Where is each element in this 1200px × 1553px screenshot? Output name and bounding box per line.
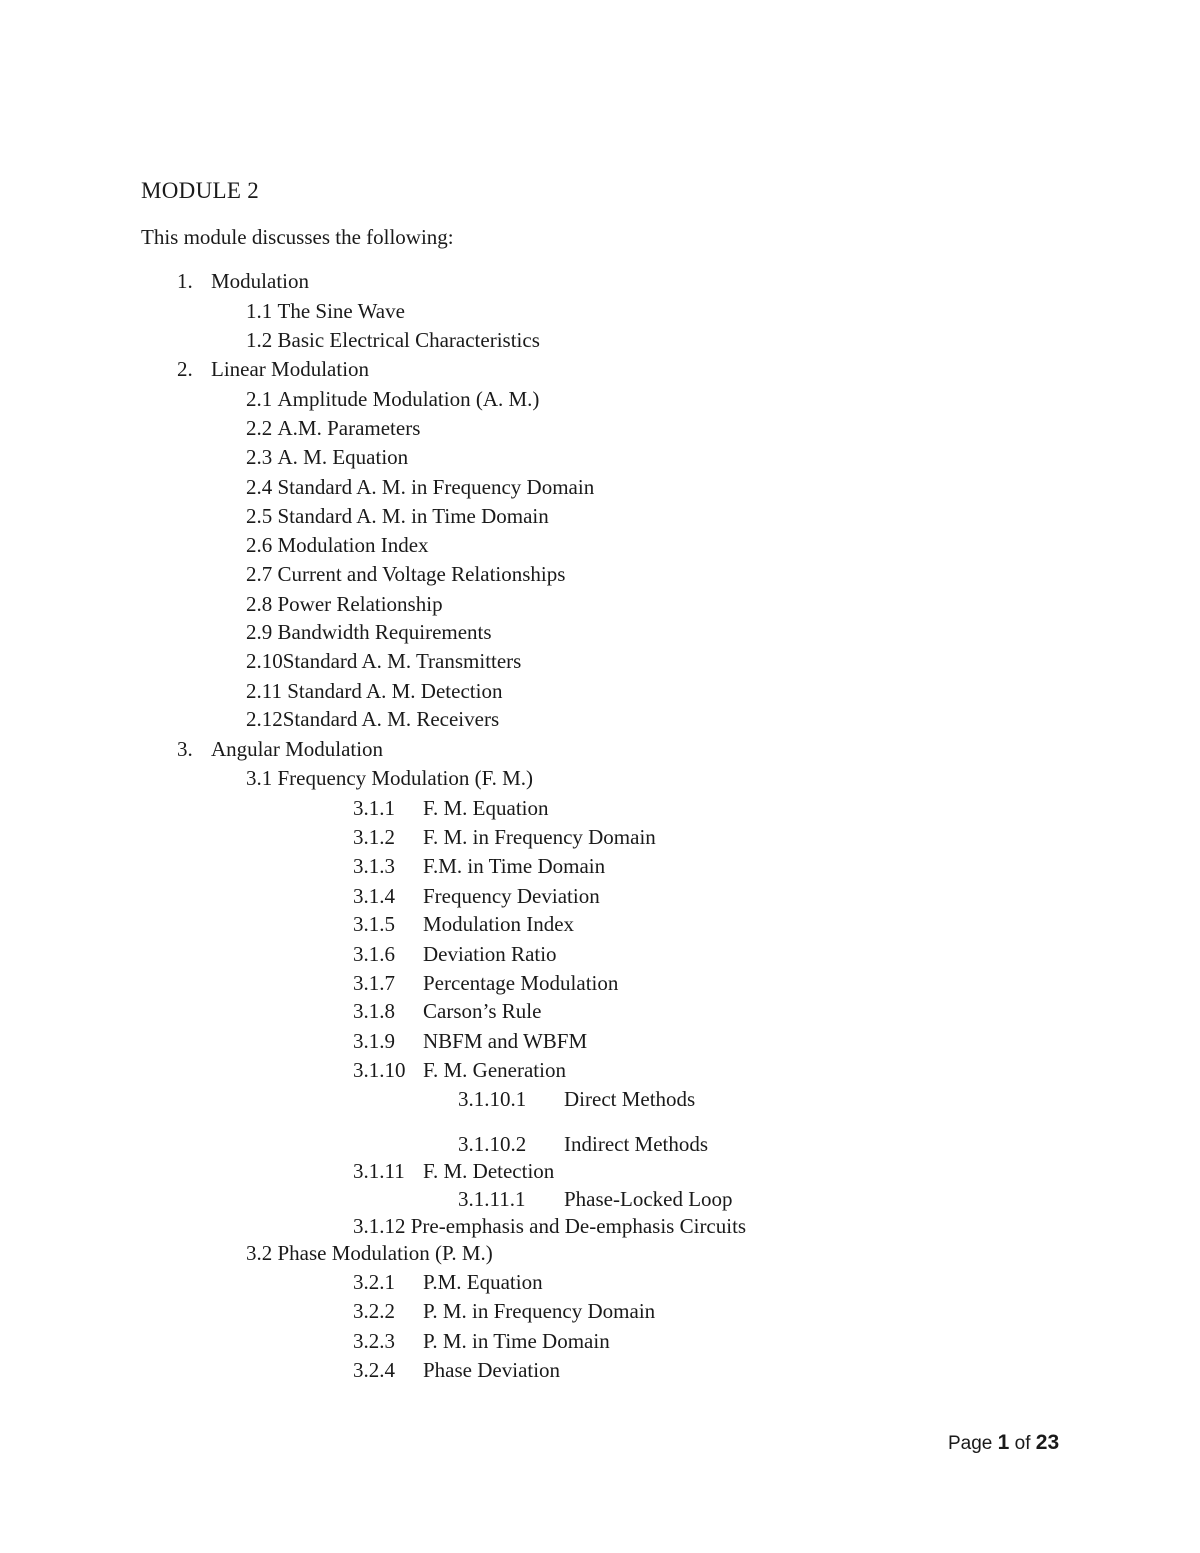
outline-number: 3.1.7 [353,971,395,995]
outline-label: Angular Modulation [211,737,384,761]
outline-item [246,764,533,792]
outline-label: P. M. in Frequency Domain [423,1299,656,1323]
outline-label: Amplitude Modulation (A. M.) [277,387,540,411]
outline-item [246,677,502,705]
outline-item [246,618,492,646]
outline-label: Linear Modulation [211,357,370,381]
page-number [948,1430,1059,1457]
outline-item [246,502,549,530]
outline-number: 1.1 [246,299,273,323]
outline-item [353,1268,543,1296]
outline-label: A.M. Parameters [277,416,421,440]
outline-label: Current and Voltage Relationships [277,562,566,586]
outline-item [353,852,605,880]
outline-item [246,560,565,588]
outline-label: Bandwidth Requirements [277,620,492,644]
outline-item [246,414,420,442]
outline-label: Direct Methods [564,1087,696,1111]
outline-number: 2.7 [246,562,273,586]
of-word: of [1014,1433,1031,1454]
outline-number: 2.3 [246,445,273,469]
outline-number: 3.2.3 [353,1329,395,1353]
outline-label: NBFM and WBFM [423,1029,588,1053]
outline-number: 3.1.5 [353,912,395,936]
outline-item [246,473,594,501]
outline-label: F. M. Equation [423,796,549,820]
outline-label: Modulation Index [423,912,575,936]
outline-number: 3.1.10 [353,1058,406,1082]
outline-number: 3. [177,737,193,761]
outline-number: 3.1.10.2 [458,1132,527,1156]
outline-number: 1. [177,269,193,293]
outline-number: 3.1.9 [353,1029,395,1053]
outline-number: 3.1.10.1 [458,1087,527,1111]
outline-number: 3.2.2 [353,1299,395,1323]
outline-number: 3.1.11.1 [458,1187,526,1211]
outline-number: 2.12 [246,707,283,731]
outline-number: 2.6 [246,533,273,557]
outline-label: Power Relationship [277,592,443,616]
outline-item [353,1056,566,1084]
outline-item [246,647,521,675]
outline-number: 3.1.8 [353,999,395,1023]
outline-item [246,385,539,413]
outline-label: The Sine Wave [277,299,405,323]
intro-text: This module discusses the following: [141,225,454,249]
outline-number: 2. [177,357,193,381]
outline-label: Basic Electrical Characteristics [277,328,540,352]
outline-label: Modulation Index [277,533,429,557]
outline-item [353,1327,610,1355]
outline-number: 3.1.2 [353,825,395,849]
outline-number: 2.11 [246,679,282,703]
outline-item [458,1185,733,1213]
outline-label: Carson’s Rule [423,999,542,1023]
outline-item [246,590,443,618]
outline-label: Frequency Deviation [423,884,600,908]
outline-number: 3.1.6 [353,942,395,966]
outline-label: F. M. in Frequency Domain [423,825,656,849]
outline-item [353,940,557,968]
outline-number: 3.1.11 [353,1159,405,1183]
outline-number: 2.10 [246,649,283,673]
outline-label: Standard A. M. Receivers [282,707,500,731]
outline-number: 2.1 [246,387,273,411]
page-title: MODULE 2 [141,178,260,203]
outline-item [458,1085,695,1113]
outline-number: 3.2.1 [353,1270,395,1294]
outline-item [177,267,309,295]
outline-number: 2.9 [246,620,273,644]
outline-label: Phase-Locked Loop [564,1187,733,1211]
outline-item [177,355,369,383]
outline-item [246,443,408,471]
outline-label: P. M. in Time Domain [423,1329,610,1353]
outline-label: F.M. in Time Domain [423,854,606,878]
outline-label: Phase Modulation (P. M.) [277,1241,493,1265]
outline-item [246,297,405,325]
outline-item [177,735,383,763]
outline-number: 2.8 [246,592,273,616]
outline-number: 3.1.4 [353,884,395,908]
outline-item [353,969,618,997]
outline-number: 3.2 [246,1241,273,1265]
outline-number: 3.2.4 [353,1358,395,1382]
outline-item [353,882,600,910]
outline-number: 2.5 [246,504,273,528]
outline-number: 2.2 [246,416,273,440]
outline-item [246,1239,493,1267]
outline-label: Indirect Methods [564,1132,709,1156]
total-pages: 23 [1035,1431,1060,1454]
current-page: 1 [997,1431,1010,1454]
outline-label: A. M. Equation [277,445,409,469]
outline-item [353,823,656,851]
outline-number: 3.1.1 [353,796,395,820]
outline-number: 3.1.3 [353,854,395,878]
outline-label: Deviation Ratio [423,942,557,966]
outline-label: Modulation [211,269,309,293]
outline-label: F. M. Detection [423,1159,555,1183]
outline-label: Standard A. M. in Time Domain [277,504,549,528]
outline-item [353,1157,554,1185]
outline-item [353,997,541,1025]
outline-label: Standard A. M. Detection [287,679,503,703]
outline-label: Standard A. M. Transmitters [282,649,522,673]
outline-label: Phase Deviation [423,1358,561,1382]
outline-label: Frequency Modulation (F. M.) [277,766,534,790]
outline-item [353,1297,655,1325]
outline-label: Standard A. M. in Frequency Domain [277,475,595,499]
page-word: Page [948,1433,993,1454]
outline-item [246,705,499,733]
outline-number: 3.1 [246,766,273,790]
outline-number: 2.4 [246,475,273,499]
outline-item [246,531,429,559]
outline-label: Percentage Modulation [423,971,619,995]
outline-number: 1.2 [246,328,273,352]
outline-item [353,794,549,822]
outline-item [353,1027,587,1055]
outline-number: 3.1.12 [353,1214,406,1238]
outline-item [246,326,540,354]
outline-item [353,1356,560,1384]
outline-item [353,910,574,938]
outline-item [353,1212,746,1240]
outline-label: P.M. Equation [423,1270,543,1294]
outline-item [458,1130,708,1158]
outline-label: Pre-emphasis and De-emphasis Circuits [410,1214,747,1238]
outline-label: F. M. Generation [423,1058,566,1082]
